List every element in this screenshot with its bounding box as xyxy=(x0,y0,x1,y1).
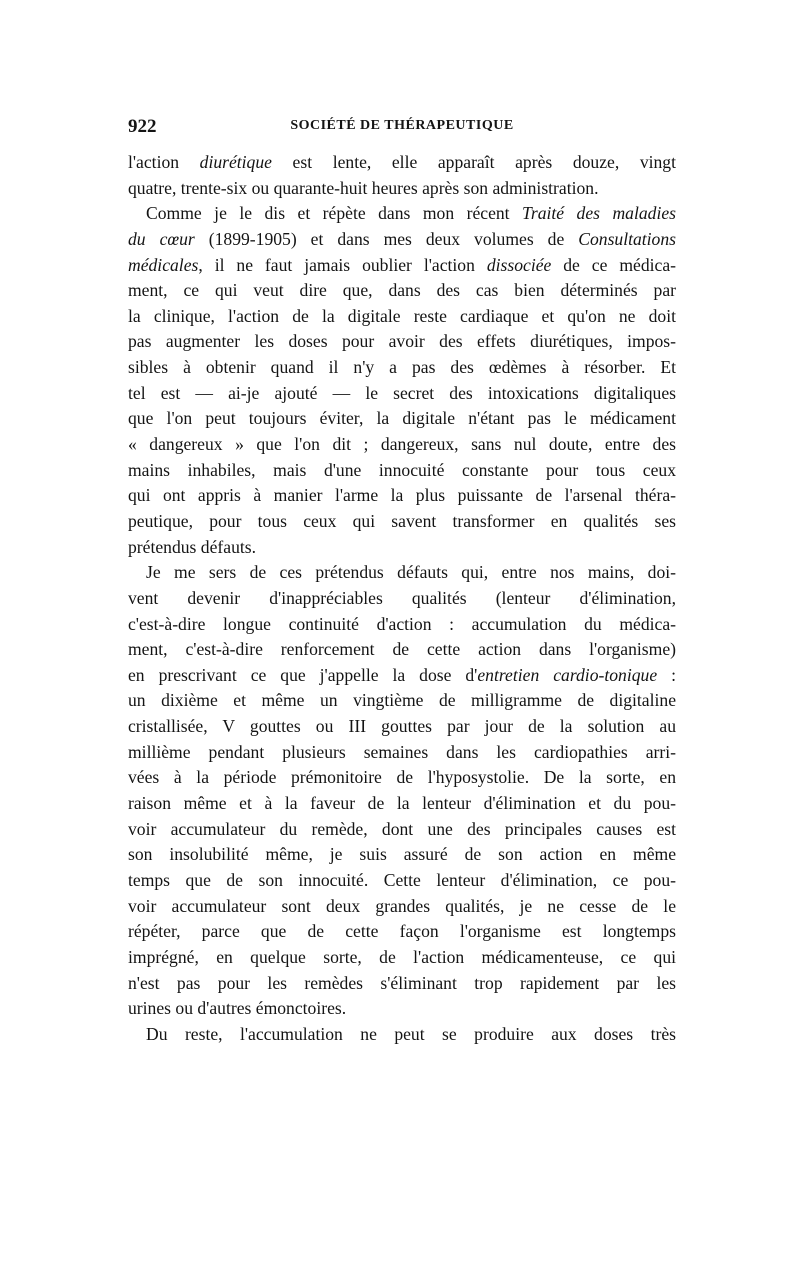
text-run: pas augmenter les doses pour avoir des effets diurétiques, impos- xyxy=(128,331,676,352)
text-run: raison même et à la faveur de la lenteur d'élimination et du pou- xyxy=(128,793,676,814)
text-line xyxy=(128,971,676,997)
text-line xyxy=(128,509,676,535)
italic-text: médicales xyxy=(128,254,199,275)
text-run: voir accumulateur du remède, dont une des principales causes est xyxy=(128,818,676,839)
text-run: cristallisée, V gouttes ou III gouttes par jour de la solution au xyxy=(128,716,676,737)
text-run: Du reste, l'accumulation ne peut se produire aux doses très xyxy=(146,1023,676,1044)
text-run: de ce médica- xyxy=(551,254,676,275)
italic-text: diurétique xyxy=(199,152,272,172)
text-run: répéter, parce que de cette façon l'organisme est longtemps xyxy=(128,921,676,942)
text-run: urines ou d'autres émonctoires. xyxy=(128,998,347,1019)
text-line xyxy=(128,817,676,843)
text-line xyxy=(128,278,676,304)
text-line xyxy=(128,1022,676,1048)
text-run: c'est-à-dire longue continuité d'action : accumulation du médica- xyxy=(128,613,676,634)
text-line xyxy=(128,996,676,1022)
text-line xyxy=(128,637,676,663)
text-line xyxy=(128,740,676,766)
text-run: imprégné, en quelque sorte, de l'action médicamenteuse, ce qui xyxy=(128,946,676,967)
text-run: (1899-1905) et dans mes deux volumes de xyxy=(194,228,579,249)
text-run: millième pendant plusieurs semaines dans les cardiopathies arri- xyxy=(128,741,676,762)
text-run: un dixième et même un vingtième de milligramme de digitaline xyxy=(128,690,676,711)
text-line xyxy=(128,945,676,971)
text-run: temps que de son innocuité. Cette lenteur d'élimination, ce pou- xyxy=(128,869,676,890)
text-line xyxy=(128,535,676,561)
text-line xyxy=(128,586,676,612)
text-run: tel est — ai-je ajouté — le secret des intoxications digitaliques xyxy=(128,382,676,403)
text-line xyxy=(128,612,676,638)
text-line xyxy=(128,381,676,407)
italic-text: Traité des maladies xyxy=(522,203,676,224)
text-run: peutique, pour tous ceux qui savent transformer en qualités ses xyxy=(128,510,676,531)
text-run: qui ont appris à manier l'arme la plus puissante de l'arsenal théra- xyxy=(128,485,676,506)
text-line xyxy=(128,176,676,202)
text-run: prétendus défauts. xyxy=(128,536,257,557)
text-line xyxy=(128,919,676,945)
page-header xyxy=(128,116,676,140)
text-run: que l'on peut toujours éviter, la digitale n'étant pas le médicament xyxy=(128,408,676,429)
italic-text: dissociée xyxy=(486,254,552,275)
text-run: l'action xyxy=(128,152,200,172)
text-run: quatre, trente-six ou quarante-huit heures après son administration. xyxy=(128,177,599,198)
text-line xyxy=(128,560,676,586)
text-line xyxy=(128,791,676,817)
text-run: en prescrivant ce que j'appelle la dose d' xyxy=(128,664,478,685)
text-line xyxy=(128,714,676,740)
text-run: Comme je le dis et répète dans mon récent xyxy=(146,203,523,224)
text-run: Je me sers de ces prétendus défauts qui, entre nos mains, doi- xyxy=(146,562,676,583)
text-run: : xyxy=(657,664,676,685)
text-run: son insolubilité même, je suis assuré de son action en même xyxy=(128,844,676,865)
text-run: ment, ce qui veut dire que, dans des cas bien déterminés par xyxy=(128,280,676,301)
text-line xyxy=(128,253,676,279)
italic-text: du cœur xyxy=(128,228,195,249)
text-line xyxy=(128,483,676,509)
text-line xyxy=(128,150,676,176)
text-line xyxy=(128,329,676,355)
body-text xyxy=(128,150,676,1047)
text-run: n'est pas pour les remèdes s'éliminant trop rapidement par les xyxy=(128,972,676,993)
text-run: ment, c'est-à-dire renforcement de cette action dans l'organisme) xyxy=(128,639,676,660)
text-run: vent devenir d'inappréciables qualités (lenteur d'élimination, xyxy=(128,587,676,608)
text-run: vées à la période prémonitoire de l'hyposystolie. De la sorte, en xyxy=(128,767,676,788)
text-line xyxy=(128,688,676,714)
text-run: mains inhabiles, mais d'une innocuité constante pour tous ceux xyxy=(128,459,676,480)
text-line xyxy=(128,663,676,689)
text-line xyxy=(128,432,676,458)
text-run: est lente, elle apparaît après douze, vingt xyxy=(271,152,676,172)
italic-text: entretien cardio-tonique xyxy=(477,664,658,685)
text-run: la clinique, l'action de la digitale reste cardiaque et qu'on ne doit xyxy=(128,305,676,326)
text-line xyxy=(128,765,676,791)
text-line xyxy=(128,227,676,253)
running-head: SOCIÉTÉ DE THÉRAPEUTIQUE xyxy=(290,118,514,133)
text-line xyxy=(128,458,676,484)
text-line xyxy=(128,201,676,227)
italic-text: Consultations xyxy=(578,228,676,249)
text-run: « dangereux » que l'on dit ; dangereux, sans nul doute, entre des xyxy=(128,434,676,455)
text-line xyxy=(128,406,676,432)
text-run: , il ne faut jamais oublier l'action xyxy=(198,254,487,275)
page-number: 922 xyxy=(128,116,157,137)
text-run: sibles à obtenir quand il n'y a pas des œdèmes à résorber. Et xyxy=(128,357,676,378)
text-run: voir accumulateur sont deux grandes qualités, je ne cesse de le xyxy=(128,895,676,916)
text-line xyxy=(128,842,676,868)
text-line xyxy=(128,355,676,381)
text-line xyxy=(128,868,676,894)
text-line xyxy=(128,304,676,330)
text-line xyxy=(128,894,676,920)
